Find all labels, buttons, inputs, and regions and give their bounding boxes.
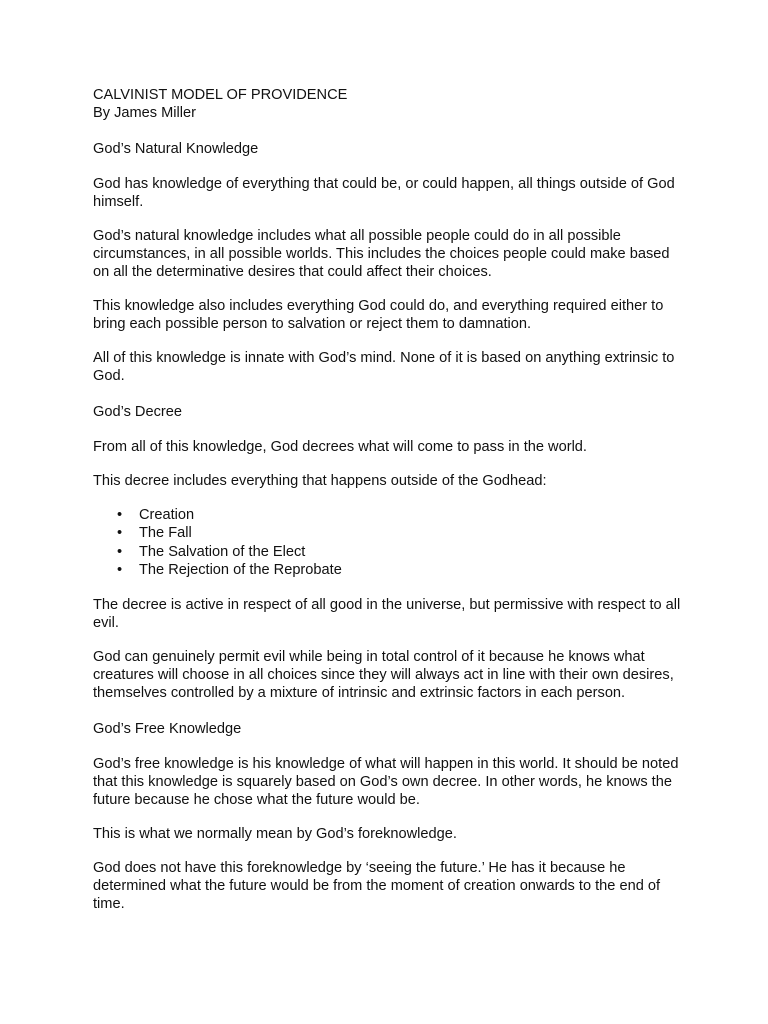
paragraph: This decree includes everything that happens outside of the Godhead: [93,473,547,489]
paragraph: God’s natural knowledge includes what all possible people could do in all possible circumstances, in all possible worlds. This includes the choices people could make based on all the determinative desires that could affect their choices. [93,228,670,280]
document-byline: By James Miller [93,105,196,121]
section-natural-knowledge [93,140,683,385]
document-page [93,86,683,929]
list-item-label: Creation [139,507,195,523]
section-free-knowledge [93,720,683,913]
list-item-label: The Fall [139,525,192,542]
list-item [93,543,683,561]
list-item [93,524,683,542]
paragraph: The decree is active in respect of all good in the universe, but permissive with respect to all evil. [93,596,681,631]
section-heading: God’s Decree [93,404,182,420]
paragraph: God’s free knowledge is his knowledge of what will happen in this world. It should be noted that this knowledge is squarely based on God’s own decree. In other words, he knows the future because he chose what the future would be. [93,755,679,808]
paragraph: God has knowledge of everything that could be, or could happen, all things outside of God himself. [93,176,675,210]
bullet-icon: • [117,543,123,560]
paragraph: This knowledge also includes everything God could do, and everything required either to bring each possible person to salvation or reject them to damnation. [93,298,664,332]
bullet-icon: • [117,525,123,542]
section-heading: God’s Natural Knowledge [93,141,259,157]
section-heading: God’s Free Knowledge [93,720,242,737]
paragraph: God can genuinely permit evil while being in total control of it because he knows what creatures will choose in all choices since they will always act in line with their own desires, themselves controlled by a mixture of intrinsic and extrinsic factors in each person. [93,648,674,701]
list-item-label: The Salvation of the Elect [139,543,306,560]
list-item [93,506,683,524]
paragraph: God does not have this foreknowledge by ‘seeing the future.’ He has it because he determined what the future would be from the moment of creation onwards to the end of time. [93,859,661,912]
list-item-label: The Rejection of the Reprobate [139,562,342,579]
paragraph: From all of this knowledge, God decrees what will come to pass in the world. [93,439,587,455]
paragraph: All of this knowledge is innate with God’s mind. None of it is based on anything extrinsic to God. [93,350,675,384]
paragraph: This is what we normally mean by God’s foreknowledge. [93,825,457,842]
section-decree [93,403,683,702]
bullet-icon: • [117,562,123,579]
bullet-icon: • [117,507,123,523]
list-item [93,561,683,579]
bullet-list [93,506,683,580]
document-title: CALVINIST MODEL OF PROVIDENCE [93,87,348,103]
